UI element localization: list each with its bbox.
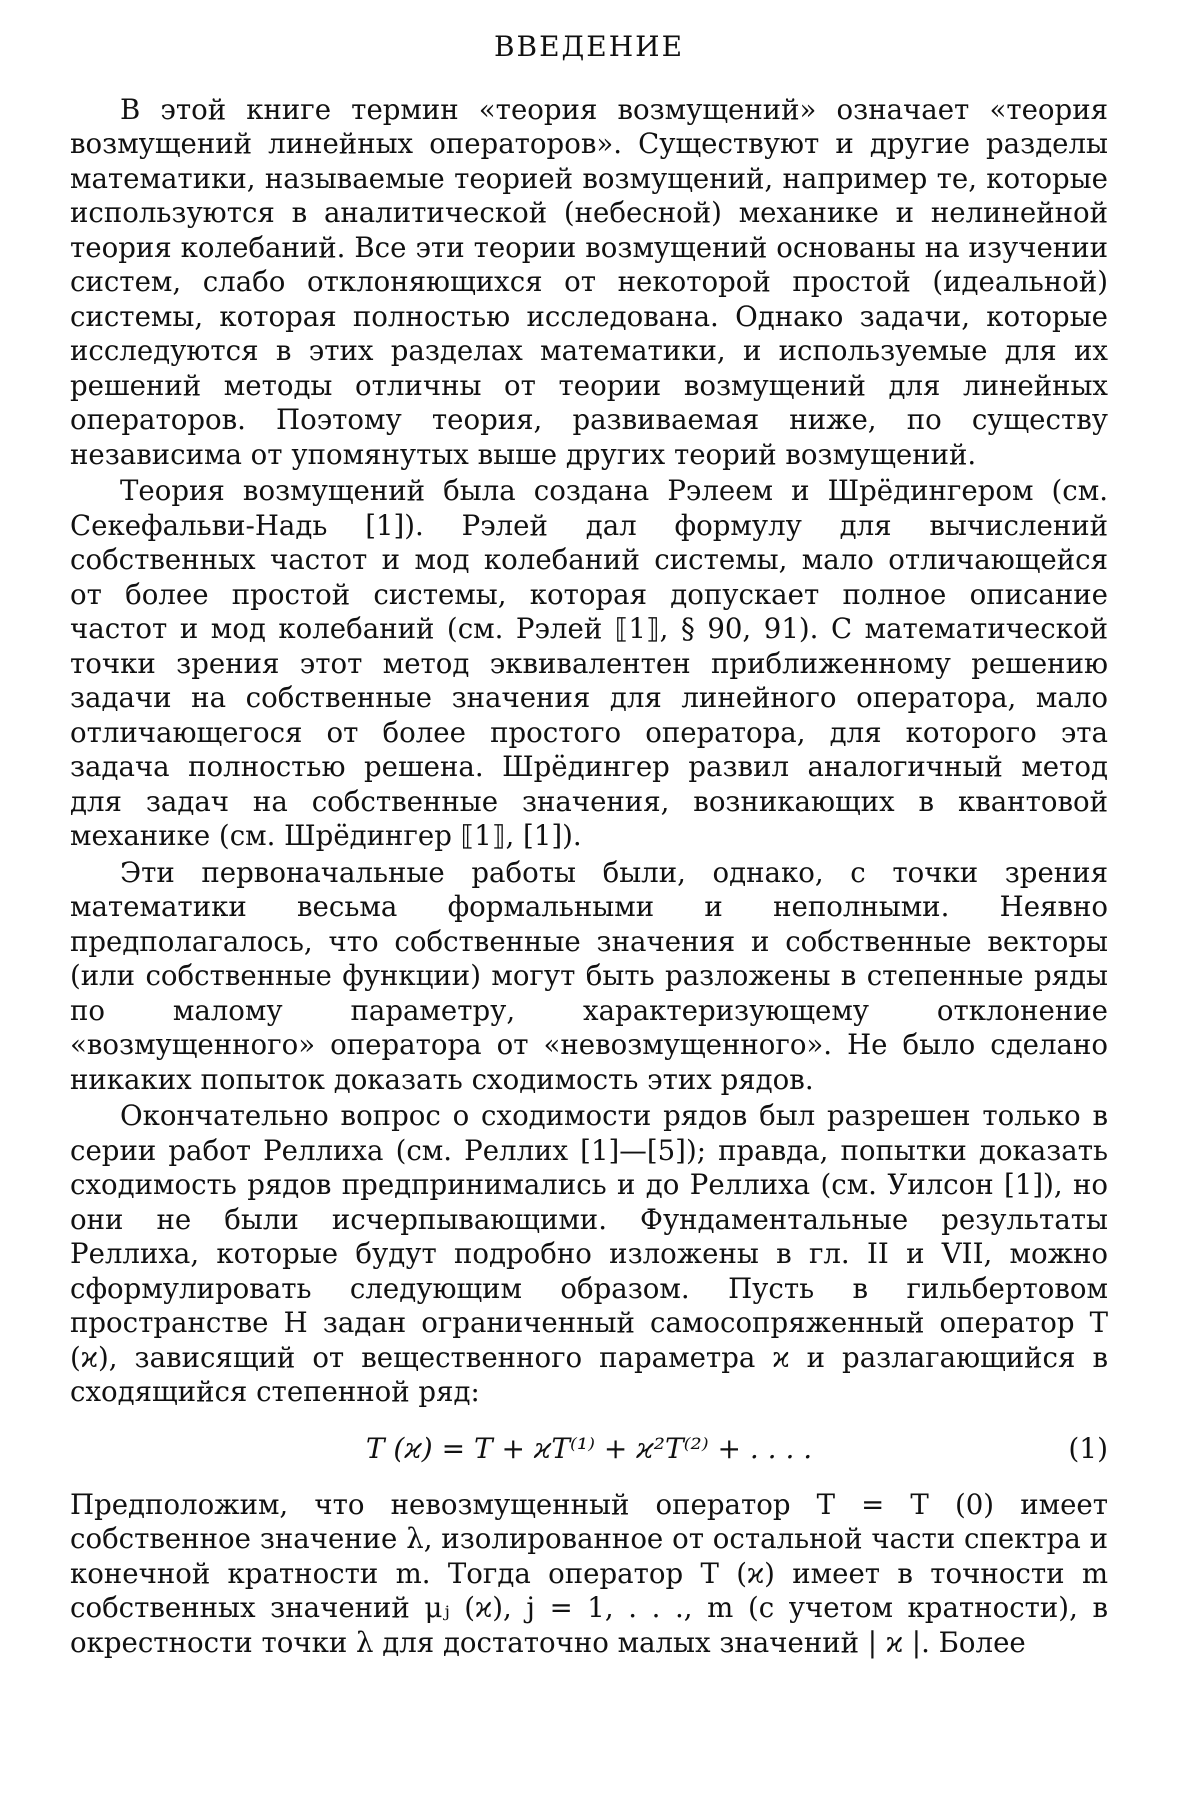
page-title: ВВЕДЕНИЕ [493, 30, 685, 63]
book-page [70, 30, 1108, 1662]
formula-number: (1) [1068, 1431, 1108, 1465]
formula: T (ϰ) = T + ϰT⁽¹⁾ + ϰ²T⁽²⁾ + . . . . [365, 1431, 813, 1465]
paragraph-4: Окончательно вопрос о сходимости рядов был разрешен только в серии работ Реллиха (см. Реллих [1]—[5]); правда, попытки доказать сходимость рядов предпринимались и до Реллиха (см. Уилсон [1]), но они не были исчерпывающими. Фундаментальные результаты Реллиха, которые будут подробно изложены в гл. II и VII, можно сформулировать следующим образом. Пусть в гильбертовом пространстве H задан ограниченный самосопряженный оператор T (ϰ), зависящий от вещественного параметра ϰ и разлагающийся в сходящийся степенной ряд: [70, 1099, 1108, 1408]
formula-row [70, 1432, 1108, 1466]
paragraph-3: Эти первоначальные работы были, однако, с точки зрения математики весьма формальными и неполными. Неявно предполагалось, что собственные значения и собственные векторы (или собственные функции) могут быть разложены в степенные ряды по малому параметру, характеризующему отклонение «возмущенного» оператора от «невозмущенного». Не было сделано никаких попыток доказать сходимость этих рядов. [70, 855, 1108, 1096]
paragraph-1: В этой книге термин «теория возмущений» означает «теория возмущений линейных операторов». Существуют и другие разделы математики, называемые теорией возмущений, например те, которые используются в аналитической (небесной) механике и нелинейной теория колебаний. Все эти теории возмущений основаны на изучении систем, слабо отклоняющихся от некоторой простой (идеальной) системы, которая полностью исследована. Однако задачи, которые исследуются в этих разделах математики, и используемые для их решений методы отличны от теории возмущений для линейных операторов. Поэтому теория, развиваемая ниже, по существу независима от упомянутых выше других теорий возмущений. [70, 92, 1108, 471]
paragraph-5: Предположим, что невозмущенный оператор T = T (0) имеет собственное значение λ, изолированное от остальной части спектра и конечной кратности m. Тогда оператор T (ϰ) имеет в точности m собственных значений μⱼ (ϰ), j = 1, . . ., m (с учетом кратности), в окрестности точки λ для достаточно малых значений | ϰ |. Более [70, 1487, 1108, 1659]
paragraph-2: Теория возмущений была создана Рэлеем и Шрёдингером (см. Секефальви-Надь [1]). Рэлей дал формулу для вычислений собственных частот и мод колебаний системы, мало отличающейся от более простой системы, которая допускает полное описание частот и мод колебаний (см. Рэлей ⟦1⟧, § 90, 91). С математической точки зрения этот метод эквивалентен приближенному решению задачи на собственные значения для линейного оператора, мало отличающегося от более простого оператора, для которого эта задача полностью решена. Шрёдингер развил аналогичный метод для задач на собственные значения, возникающих в квантовой механике (см. Шрёдингер ⟦1⟧, [1]). [70, 474, 1108, 852]
